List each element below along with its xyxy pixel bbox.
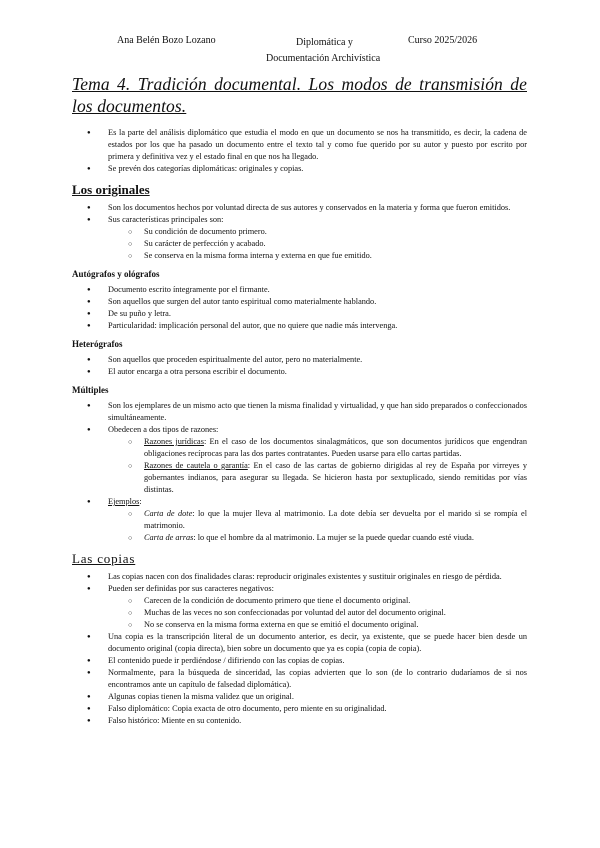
subheading-heterografos: Heterógrafos — [72, 339, 123, 349]
list-item: ● Son los documentos hechos por voluntad directa de sus autores y conservados en la materia y forma que fueron emitidos. — [72, 202, 527, 214]
ejemplos-colon: : — [139, 497, 142, 506]
sub-list-item: ○ Su carácter de perfección y acabado. — [108, 238, 527, 250]
intro-list — [72, 127, 527, 175]
negativos-list — [108, 595, 527, 631]
subheading-autografos: Autógrafos y ológrafos — [72, 269, 160, 279]
list-item: ● El autor encarga a otra persona escribir el documento. — [72, 366, 527, 378]
list-item-text: Sus características principales son: — [108, 215, 224, 224]
sub-list-item: ○ Se conserva en la misma forma interna y externa en que fue emitido. — [108, 250, 527, 262]
razon-label: Razones de cautela o garantía — [144, 461, 248, 470]
header-subject-line1: Diplomática y — [296, 37, 353, 48]
section-heading-originales: Los originales — [72, 182, 150, 197]
razon-label: Razones jurídicas — [144, 437, 204, 446]
list-item: ● Son aquellos que surgen del autor tanto espiritual como materialmente hablando. — [72, 296, 527, 308]
document-body — [72, 73, 527, 727]
list-item: ● El contenido puede ir perdiéndose / difiriendo con las copias de copias. — [72, 655, 527, 667]
list-item — [72, 583, 527, 631]
sub-list-item: ○ Su condición de documento primero. — [108, 226, 527, 238]
header-subject — [266, 35, 406, 67]
list-item: ● Se prevén dos categorías diplomáticas: originales y copias. — [72, 163, 527, 175]
list-item-text: Obedecen a dos tipos de razones: — [108, 425, 219, 434]
sub-list-item — [108, 532, 527, 544]
copias-list — [72, 571, 527, 727]
multiples-list — [72, 400, 527, 544]
sub-list-item — [108, 508, 527, 532]
section-heading-copias: Las copias — [72, 551, 136, 566]
autografos-list — [72, 284, 527, 332]
list-item: ● Particularidad: implicación personal del autor, que no quiere que nadie más intervenga. — [72, 320, 527, 332]
list-item — [72, 496, 527, 544]
caracteristicas-list — [108, 226, 527, 262]
sub-list-item — [108, 460, 527, 496]
sub-list-item: ○ No se conserva en la misma forma externa en que se emitió el documento original. — [108, 619, 527, 631]
sub-list-item — [108, 436, 527, 460]
sub-list-item: ○ Muchas de las veces no son confeccionadas por voluntad del autor del documento original. — [108, 607, 527, 619]
list-item: ● Una copia es la transcripción literal de un documento anterior, es decir, ya existente, que se puede hacer bien desde un documento original (copia directa), bien sobre un documento que ya es copia (copia de copia). — [72, 631, 527, 655]
razon-text: : En el caso de los documentos sinalagmáticos, que son documentos jurídicos que engendran obligaciones recíprocas para las dos partes contratantes. Pueden usarse para ello cartas partidas. — [144, 437, 527, 458]
list-item: ● Son los ejemplares de un mismo acto que tienen la misma finalidad y virtualidad, y que han sido preparados o confeccionados simultáneamente. — [72, 400, 527, 424]
list-item: ● Normalmente, para la búsqueda de sinceridad, las copias advierten que lo son (de lo contrario dudaríamos de si nos encontramos ante un capítulo de falsedad diplomática). — [72, 667, 527, 691]
header-author: Ana Belén Bozo Lozano — [117, 35, 216, 46]
list-item: ● De su puño y letra. — [72, 308, 527, 320]
list-item-text: Pueden ser definidas por sus caracteres negativos: — [108, 584, 274, 593]
list-item: ● Falso diplomático: Copia exacta de otro documento, pero miente en su originalidad. — [72, 703, 527, 715]
list-item: ● Son aquellos que proceden espiritualmente del autor, pero no materialmente. — [72, 354, 527, 366]
list-item: ● Las copias nacen con dos finalidades claras: reproducir originales existentes y sustituir originales en riesgo de pérdida. — [72, 571, 527, 583]
list-item: ● Algunas copias tienen la misma validez que un original. — [72, 691, 527, 703]
ejemplos-list — [108, 508, 527, 544]
subheading-multiples: Múltiples — [72, 385, 109, 395]
ejemplo-text: : lo que la mujer lleva al matrimonio. La dote debía ser devuelta por el marido si se rompía el matrimonio. — [144, 509, 527, 530]
header-subject-line2: Documentación Archivística — [266, 53, 381, 64]
list-item: ● Falso histórico: Miente en su contenido. — [72, 715, 527, 727]
ejemplo-label: Carta de dote — [144, 509, 193, 518]
ejemplo-text: : lo que el hombre da al matrimonio. La mujer se la puede quedar cuando esté viuda. — [193, 533, 474, 542]
sub-list-item: ○ Carecen de la condición de documento primero que tiene el documento original. — [108, 595, 527, 607]
heterografos-list — [72, 354, 527, 378]
ejemplos-label: Ejemplos — [108, 497, 140, 506]
originales-list — [72, 202, 527, 262]
list-item — [72, 424, 527, 496]
list-item — [72, 214, 527, 262]
ejemplo-label: Carta de arras — [144, 533, 194, 542]
list-item: ● Es la parte del análisis diplomático que estudia el modo en que un documento se nos ha transmitido, es decir, la cadena de estados por los que ha pasado un documento entre el texto tal y como fue querido por su autor y puesto por escrito por primera y definitiva vez y el estado final en que nos ha llegado. — [72, 127, 527, 163]
list-item: ● Documento escrito íntegramente por el firmante. — [72, 284, 527, 296]
razon-text: : En el caso de las cartas de gobierno dirigidas al rey de España por virreyes y gobernantes indianos, para asegurar su llegada. Se hicieron hasta por sextuplicado, siendo remitidas por vías distintas. — [144, 461, 527, 494]
razones-list — [108, 436, 527, 496]
page-title: Tema 4. Tradición documental. Los modos de transmisión de los documentos. — [72, 74, 527, 116]
header-course: Curso 2025/2026 — [408, 35, 478, 46]
